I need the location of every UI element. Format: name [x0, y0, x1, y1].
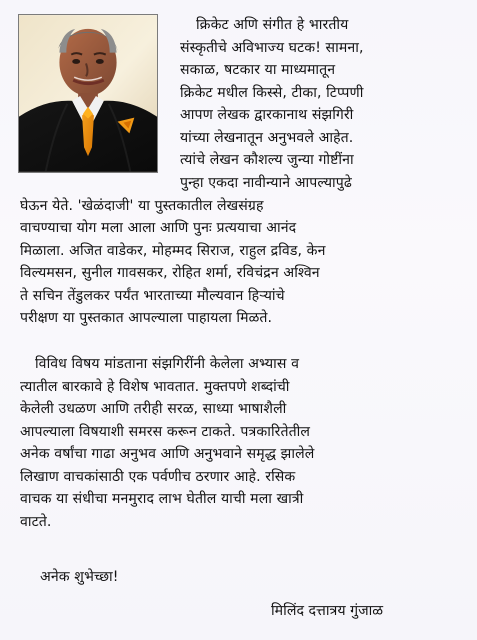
body-line-22: वाटते. [20, 514, 52, 530]
body-line-20: लिखाण वाचकांसाठी एक पर्वणीच ठरणार आहे. रसिक [20, 469, 296, 485]
body-line-11: मिळाला. अजित वाडेकर, मोहम्मद सिराज, राहुल द्रविड, केन [20, 243, 326, 259]
author-photo [18, 14, 158, 173]
body-line-14: परीक्षण या पुस्तकात आपल्याला पाहायला मिळते. [20, 310, 273, 326]
body-line-19: अनेक वर्षांचा गाढा अनुभव आणि अनुभवाने समृद्ध झालेले [20, 446, 315, 462]
closing-line: अनेक शुभेच्छा! [40, 569, 119, 585]
body-line-2: संस्कृतीचे अविभाज्य घटक! सामना, [180, 40, 364, 56]
body-line-15: विविध विषय मांडताना संझगिरींनी केलेला अभ्यास व [35, 356, 300, 372]
body-line-7: त्यांचे लेखन कौशल्य जुन्या गोष्टींना [180, 152, 354, 168]
body-line-18: आपल्याला विषयाशी समरस करून टाकते. पत्रकारितेतील [20, 424, 311, 440]
body-line-10: वाचण्याचा योग मला आला आणि पुनः प्रत्ययाचा आनंद [20, 220, 297, 236]
body-line-16: त्यातील बारकावे हे विशेष भावतात. मुक्तपणे शब्दांची [20, 379, 290, 395]
body-line-9: घेऊन येते. 'खेळंदाजी' या पुस्तकातील लेखसंग्रह [20, 198, 264, 214]
body-line-4: क्रिकेट मधील किस्से, टीका, टिप्पणी [180, 85, 364, 101]
body-line-21: वाचक या संधीचा मनमुराद लाभ घेतील याची मला खात्री [20, 491, 304, 507]
signature: मिलिंद दत्तात्रय गुंजाळ [271, 603, 384, 619]
body-line-6: यांच्या लेखनातून अनुभवले आहेत. [180, 130, 354, 146]
body-line-13: ते सचिन तेंडुलकर पर्यंत भारताच्या मौल्यवान हिऱ्यांचे [20, 288, 285, 304]
body-line-12: विल्यमसन, सुनील गावसकर, रोहित शर्मा, रविचंद्रन अश्विन [20, 265, 320, 281]
body-line-5: आपण लेखक द्वारकानाथ संझगिरी [180, 107, 354, 123]
body-line-8: पुन्हा एकदा नावीन्याने आपल्यापुढे [180, 175, 352, 191]
portrait-image [19, 15, 157, 172]
body-line-1: क्रिकेट अणि संगीत हे भारतीय [196, 17, 349, 33]
body-line-3: सकाळ, षटकार या माध्यमातून [180, 62, 336, 78]
body-line-17: केलेली उधळण आणि तरीही सरळ, साध्या भाषाशैली [20, 401, 287, 417]
